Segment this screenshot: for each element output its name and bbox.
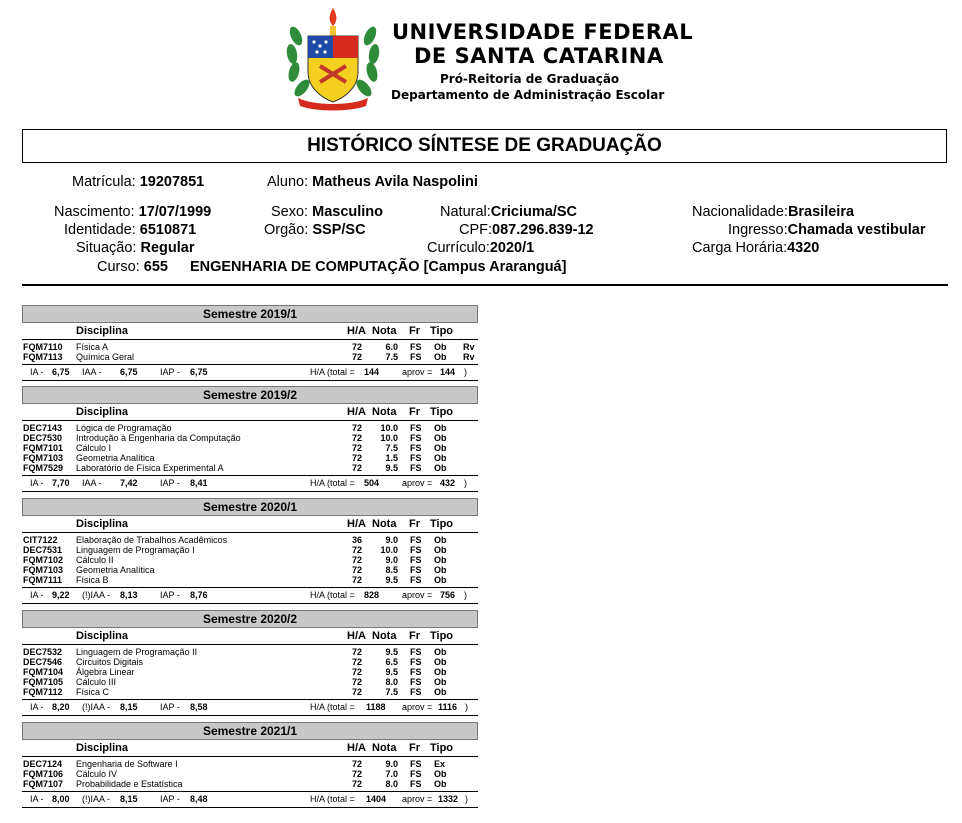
course-ha: 72 (352, 545, 363, 555)
iap-label: IAP - (160, 367, 180, 377)
carga-horaria-field: Carga Horária:4320 (692, 240, 820, 256)
iaa-value: 6,75 (120, 367, 138, 377)
course-type: Ob (434, 433, 447, 443)
course-grade: 10.0 (380, 423, 398, 433)
iap-value: 8,76 (190, 590, 208, 600)
course-row (22, 759, 478, 769)
course-frequency: FS (410, 759, 422, 769)
course-type: Ob (434, 769, 447, 779)
course-ha: 72 (352, 759, 363, 769)
course-frequency: FS (410, 677, 422, 687)
course-ha: 72 (352, 433, 363, 443)
course-frequency: FS (410, 433, 422, 443)
course-ha: 72 (352, 677, 363, 687)
iap-label: IAP - (160, 590, 180, 600)
semester-block (22, 498, 478, 604)
course-name: Química Geral (76, 352, 135, 362)
aluno-field: Aluno: Matheus Avila Naspolini (267, 174, 478, 190)
ia-label: IA - (30, 590, 44, 600)
course-code: FQM7104 (23, 667, 64, 677)
iaa-value: 8,15 (120, 702, 138, 712)
disciplina-header: Disciplina (76, 518, 128, 530)
course-code: FQM7110 (23, 342, 63, 352)
total-value: 504 (364, 478, 380, 488)
course-type: Ob (434, 463, 447, 473)
ia-value: 8,20 (52, 702, 70, 712)
course-type: Ob (434, 555, 447, 565)
disciplina-header: Disciplina (76, 406, 128, 418)
aprov-value: 1332 (438, 794, 459, 804)
course-name: Cálculo IV (76, 769, 118, 779)
course-frequency: FS (410, 545, 422, 555)
university-name-line1: UNIVERSIDADE FEDERAL (392, 20, 694, 44)
course-frequency: FS (410, 342, 422, 352)
tipo-header: Tipo (430, 406, 454, 418)
iaa-label: (!)IAA - (82, 590, 111, 600)
semester-title: Semestre 2020/1 (22, 498, 478, 516)
ia-value: 8,00 (52, 794, 70, 804)
summary-close: ) (464, 478, 467, 488)
section-divider (22, 284, 948, 286)
course-code: DEC7530 (23, 433, 63, 443)
course-frequency: FS (410, 535, 422, 545)
iap-value: 6,75 (190, 367, 208, 377)
aprov-value: 144 (440, 367, 456, 377)
course-type: Ob (434, 779, 447, 789)
aprov-value: 1116 (438, 702, 458, 712)
aprov-value: 432 (440, 478, 456, 488)
course-row (22, 423, 478, 433)
course-code: FQM7112 (23, 687, 63, 697)
aprov-label: aprov = (402, 367, 433, 377)
aprov-label: aprov = (402, 702, 433, 712)
course-note: Rv (463, 342, 475, 352)
semester-summary (22, 699, 478, 716)
iaa-value: 8,15 (120, 794, 138, 804)
iap-value: 8,58 (190, 702, 208, 712)
course-name: Elaboração de Trabalhos Acadêmicos (76, 535, 228, 545)
course-ha: 72 (352, 342, 363, 352)
fr-header: Fr (409, 518, 420, 530)
course-type: Ob (434, 657, 447, 667)
course-grade: 9.5 (385, 463, 398, 473)
course-grade: 10.0 (380, 545, 398, 555)
course-name: Física C (76, 687, 110, 697)
nota-header: Nota (372, 630, 397, 642)
summary-close: ) (465, 794, 468, 804)
course-name: Linguagem de Programação I (76, 545, 195, 555)
column-header-row (22, 323, 478, 340)
course-row (22, 657, 478, 667)
course-row (22, 575, 478, 585)
course-row (22, 342, 478, 352)
course-type: Ex (434, 759, 446, 769)
course-rows (22, 533, 478, 585)
total-label: H/A (total = (310, 794, 355, 804)
course-ha: 72 (352, 657, 363, 667)
course-grade: 9.5 (385, 667, 398, 677)
course-code: FQM7105 (23, 677, 64, 687)
course-name: Linguagem de Programação II (76, 647, 198, 657)
course-code: FQM7107 (23, 779, 64, 789)
ia-label: IA - (30, 367, 44, 377)
course-grade: 9.5 (385, 647, 398, 657)
ha-header: H/A (347, 406, 366, 418)
course-name: Cálculo II (76, 555, 114, 565)
course-ha: 72 (352, 769, 363, 779)
course-type: Ob (434, 342, 447, 352)
course-frequency: FS (410, 443, 422, 453)
ia-value: 7,70 (52, 478, 70, 488)
aprov-label: aprov = (402, 478, 433, 488)
total-label: H/A (total = (310, 367, 355, 377)
semester-block (22, 386, 478, 492)
course-grade: 8.5 (385, 565, 398, 575)
course-name: Álgebra Linear (76, 667, 135, 677)
course-ha: 72 (352, 565, 363, 575)
tipo-header: Tipo (430, 742, 454, 754)
course-frequency: FS (410, 667, 422, 677)
course-ha: 72 (352, 555, 363, 565)
nota-header: Nota (372, 742, 397, 754)
course-ha: 72 (352, 453, 363, 463)
total-label: H/A (total = (310, 590, 355, 600)
pro-reitoria-label: Pró-Reitoria de Graduação (440, 72, 620, 86)
column-header-row (22, 740, 478, 757)
course-name: Engenharia de Software I (76, 759, 178, 769)
course-code: DEC7532 (23, 647, 63, 657)
course-type: Ob (434, 352, 447, 362)
course-grade: 9.0 (385, 555, 398, 565)
fr-header: Fr (409, 325, 420, 337)
course-frequency: FS (410, 352, 422, 362)
iap-value: 8,48 (190, 794, 208, 804)
course-code: FQM7111 (23, 575, 63, 585)
total-label: H/A (total = (310, 478, 355, 488)
course-row (22, 463, 478, 473)
curriculo-field: Currículo:2020/1 (427, 240, 535, 256)
course-ha: 72 (352, 687, 363, 697)
summary-close: ) (464, 590, 467, 600)
course-name: Lógica de Programação (76, 423, 172, 433)
cpf-field: CPF:087.296.839-12 (459, 222, 594, 238)
course-frequency: FS (410, 687, 422, 697)
course-row (22, 687, 478, 697)
course-grade: 7.5 (385, 687, 398, 697)
nascimento-field: Nascimento: 17/07/1999 (54, 204, 212, 220)
ha-header: H/A (347, 630, 366, 642)
aprov-label: aprov = (402, 590, 433, 600)
course-frequency: FS (410, 575, 422, 585)
course-rows (22, 340, 478, 362)
disciplina-header: Disciplina (76, 630, 128, 642)
semester-summary (22, 791, 478, 808)
course-name: Cálculo III (76, 677, 117, 687)
course-code: DEC7143 (23, 423, 63, 433)
course-ha: 72 (352, 423, 363, 433)
course-code: DEC7124 (23, 759, 63, 769)
iaa-label: IAA - (82, 478, 102, 488)
course-grade: 6.0 (385, 342, 398, 352)
course-name: Probabilidade e Estatística (76, 779, 183, 789)
semester-block (22, 722, 478, 808)
ingresso-field: Ingresso:Chamada vestibular (728, 222, 926, 238)
iaa-value: 8,13 (120, 590, 138, 600)
column-header-row (22, 404, 478, 421)
course-code: FQM7106 (23, 769, 64, 779)
semester-summary (22, 475, 478, 492)
course-grade: 8.0 (385, 779, 398, 789)
course-row (22, 677, 478, 687)
iaa-value: 7,42 (120, 478, 138, 488)
course-rows (22, 645, 478, 697)
identidade-field: Identidade: 6510871 (64, 222, 197, 238)
course-grade: 9.0 (385, 759, 398, 769)
ia-label: IA - (30, 702, 44, 712)
summary-close: ) (464, 367, 467, 377)
course-grade: 9.0 (385, 535, 398, 545)
summary-close: ) (465, 702, 468, 712)
iaa-label: (!)IAA - (82, 702, 111, 712)
disciplina-header: Disciplina (76, 325, 128, 337)
course-name: Laboratório de Física Experimental A (76, 463, 224, 473)
semester-title: Semestre 2020/2 (22, 610, 478, 628)
course-ha: 72 (352, 575, 363, 585)
course-ha: 36 (352, 535, 363, 545)
course-type: Ob (434, 667, 447, 677)
course-type: Ob (434, 565, 447, 575)
course-name: Cálculo I (76, 443, 112, 453)
course-code: DEC7546 (23, 657, 63, 667)
semester-title: Semestre 2021/1 (22, 722, 478, 740)
course-name: Física A (76, 342, 109, 352)
departamento-label: Departamento de Administração Escolar (391, 88, 665, 102)
aprov-label: aprov = (402, 794, 433, 804)
tipo-header: Tipo (430, 630, 454, 642)
course-note: Rv (463, 352, 475, 362)
nacionalidade-field: Nacionalidade:Brasileira (692, 204, 855, 220)
ia-value: 6,75 (52, 367, 70, 377)
nota-header: Nota (372, 406, 397, 418)
course-row (22, 667, 478, 677)
iap-value: 8,41 (190, 478, 208, 488)
course-grade: 8.0 (385, 677, 398, 687)
course-code: FQM7113 (23, 352, 63, 362)
course-name: Circuitos Digitais (76, 657, 144, 667)
fr-header: Fr (409, 406, 420, 418)
course-row (22, 453, 478, 463)
course-name: Física B (76, 575, 109, 585)
course-code: FQM7101 (23, 443, 64, 453)
sexo-field: Sexo: Masculino (271, 204, 384, 220)
course-grade: 7.5 (385, 352, 398, 362)
course-type: Ob (434, 545, 447, 555)
course-row (22, 433, 478, 443)
iaa-label: (!)IAA - (82, 794, 111, 804)
course-row (22, 535, 478, 545)
iap-label: IAP - (160, 478, 180, 488)
curso-field: Curso: 655 ENGENHARIA DE COMPUTAÇÃO [Campus Araranguá] (97, 259, 567, 275)
iap-label: IAP - (160, 702, 180, 712)
aprov-value: 756 (440, 590, 456, 600)
course-row (22, 769, 478, 779)
ha-header: H/A (347, 325, 366, 337)
total-value: 144 (364, 367, 380, 377)
course-type: Ob (434, 677, 447, 687)
total-label: H/A (total = (310, 702, 355, 712)
course-grade: 9.5 (385, 575, 398, 585)
iap-label: IAP - (160, 794, 180, 804)
total-value: 1404 (366, 794, 387, 804)
course-name: Geometria Analítica (76, 453, 155, 463)
semester-title: Semestre 2019/2 (22, 386, 478, 404)
course-code: CIT7122 (23, 535, 58, 545)
fr-header: Fr (409, 630, 420, 642)
course-rows (22, 757, 478, 789)
course-type: Ob (434, 423, 447, 433)
course-frequency: FS (410, 779, 422, 789)
course-code: FQM7103 (23, 565, 64, 575)
disciplina-header: Disciplina (76, 742, 128, 754)
total-value: 1188 (366, 702, 386, 712)
ha-header: H/A (347, 518, 366, 530)
situacao-field: Situação: Regular (76, 240, 195, 256)
course-type: Ob (434, 535, 447, 545)
semester-block (22, 305, 478, 381)
course-row (22, 352, 478, 362)
course-type: Ob (434, 647, 447, 657)
natural-field: Natural:Criciuma/SC (440, 204, 578, 220)
course-grade: 1.5 (385, 453, 398, 463)
course-code: FQM7103 (23, 453, 64, 463)
course-grade: 10.0 (380, 433, 398, 443)
course-ha: 72 (352, 463, 363, 473)
course-ha: 72 (352, 667, 363, 677)
iaa-label: IAA - (82, 367, 102, 377)
course-frequency: FS (410, 555, 422, 565)
course-ha: 72 (352, 352, 363, 362)
semester-block (22, 610, 478, 716)
university-name-line2: DE SANTA CATARINA (414, 44, 664, 68)
tipo-header: Tipo (430, 518, 454, 530)
matricula-field: Matrícula: 19207851 (72, 174, 205, 190)
fr-header: Fr (409, 742, 420, 754)
ufsc-coat-of-arms-logo (284, 6, 382, 112)
semester-summary (22, 364, 478, 381)
ha-header: H/A (347, 742, 366, 754)
course-ha: 72 (352, 647, 363, 657)
course-frequency: FS (410, 463, 422, 473)
course-row (22, 555, 478, 565)
course-ha: 72 (352, 443, 363, 453)
course-name: Introdução à Engenharia da Computação (76, 433, 241, 443)
ia-value: 9,22 (52, 590, 70, 600)
course-row (22, 647, 478, 657)
column-header-row (22, 628, 478, 645)
course-code: FQM7102 (23, 555, 64, 565)
course-ha: 72 (352, 779, 363, 789)
column-header-row (22, 516, 478, 533)
course-type: Ob (434, 443, 447, 453)
semester-summary (22, 587, 478, 604)
nota-header: Nota (372, 518, 397, 530)
course-frequency: FS (410, 657, 422, 667)
course-row (22, 443, 478, 453)
course-grade: 6.5 (385, 657, 398, 667)
course-type: Ob (434, 575, 447, 585)
course-row (22, 779, 478, 789)
course-rows (22, 421, 478, 473)
course-code: DEC7531 (23, 545, 63, 555)
course-frequency: FS (410, 647, 422, 657)
course-grade: 7.0 (385, 769, 398, 779)
course-row (22, 545, 478, 555)
course-frequency: FS (410, 769, 422, 779)
course-type: Ob (434, 687, 447, 697)
course-code: FQM7529 (23, 463, 64, 473)
course-type: Ob (434, 453, 447, 463)
course-row (22, 565, 478, 575)
document-title: HISTÓRICO SÍNTESE DE GRADUAÇÃO (22, 129, 947, 163)
semester-title: Semestre 2019/1 (22, 305, 478, 323)
course-frequency: FS (410, 423, 422, 433)
course-name: Geometria Analítica (76, 565, 155, 575)
orgao-field: Orgão: SSP/SC (264, 222, 366, 238)
ia-label: IA - (30, 794, 44, 804)
tipo-header: Tipo (430, 325, 454, 337)
nota-header: Nota (372, 325, 397, 337)
ia-label: IA - (30, 478, 44, 488)
total-value: 828 (364, 590, 380, 600)
course-frequency: FS (410, 453, 422, 463)
course-grade: 7.5 (385, 443, 398, 453)
course-frequency: FS (410, 565, 422, 575)
